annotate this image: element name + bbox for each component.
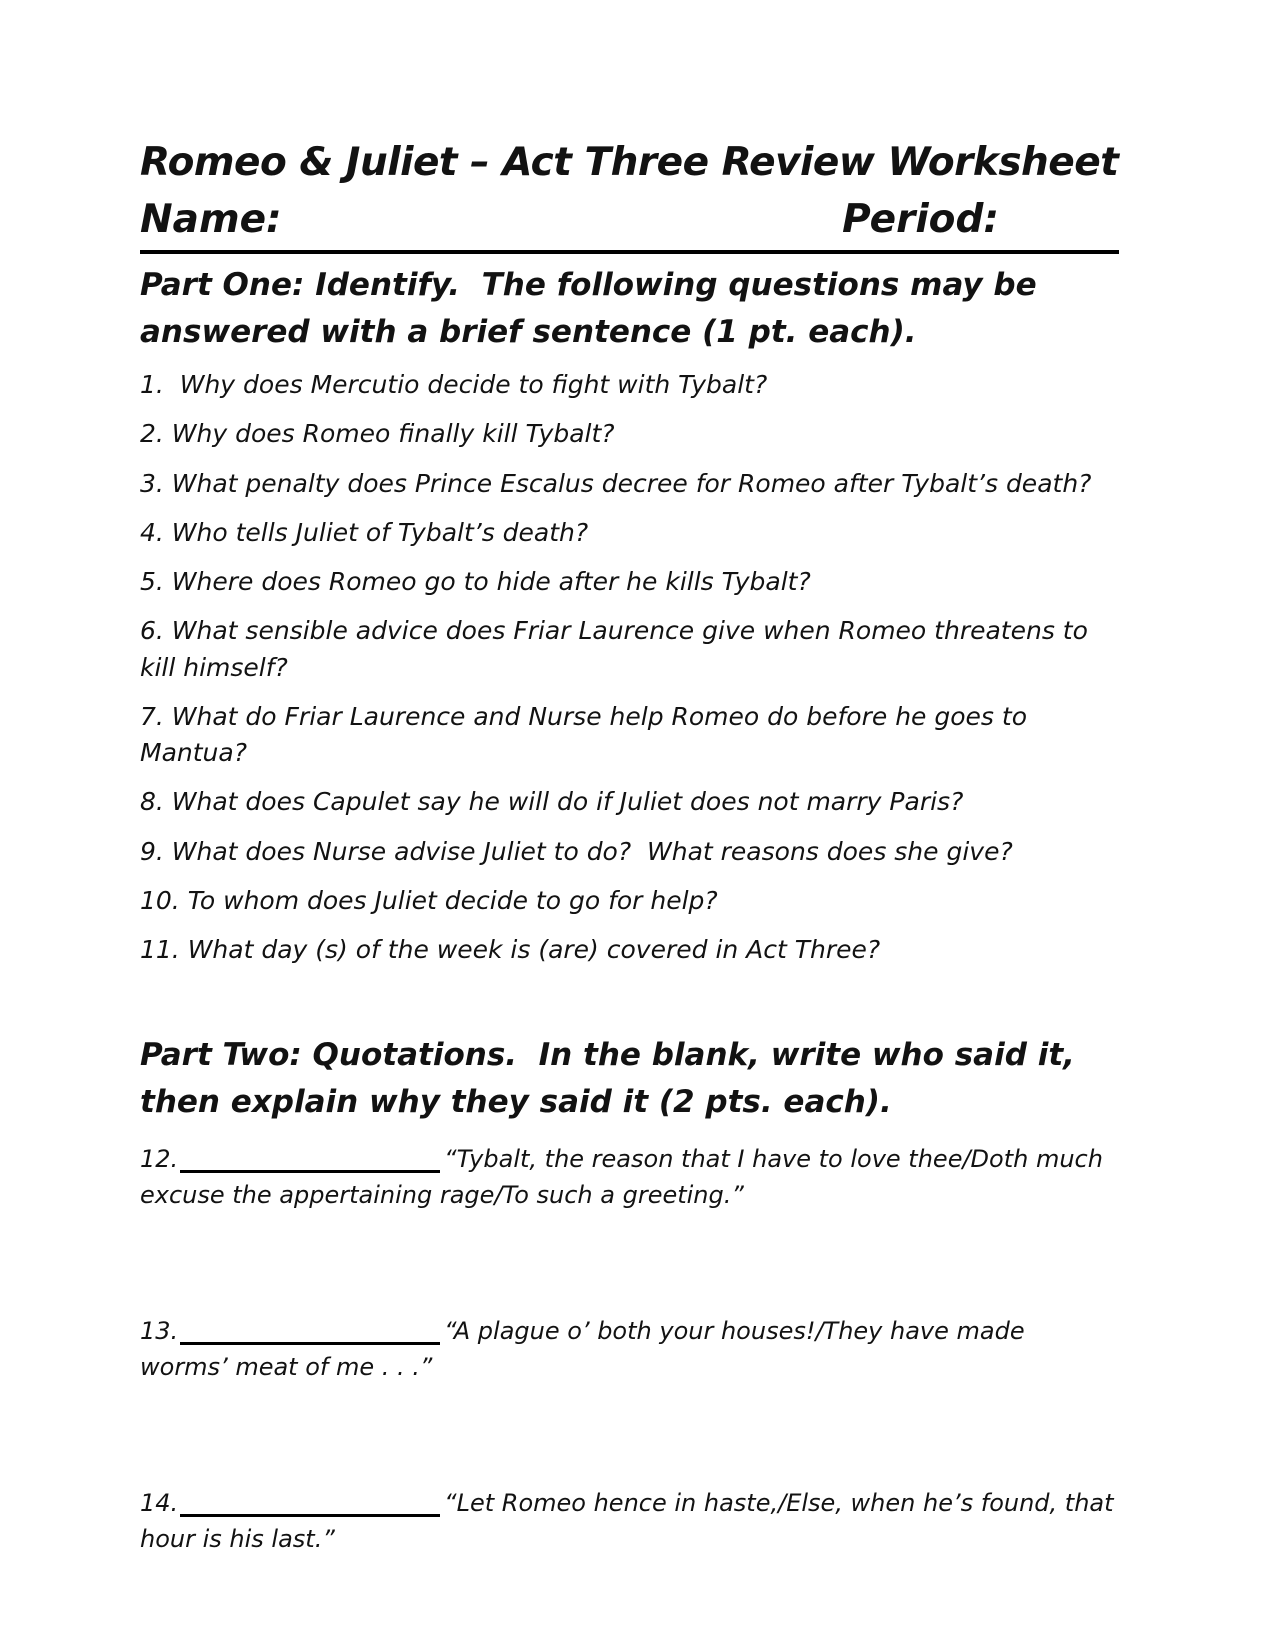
name-label: Name: — [140, 197, 282, 242]
answer-blank-14[interactable] — [180, 1490, 440, 1517]
quote-number: 13. — [140, 1317, 179, 1346]
question-6: 6. What sensible advice does Friar Laurence give when Romeo threatens to kill himself? — [140, 616, 1096, 682]
quote-item-12 — [140, 1141, 1119, 1213]
quote-number: 14. — [140, 1489, 179, 1518]
question-10: 10. To whom does Juliet decide to go for help? — [140, 885, 718, 915]
part-one-heading: Part One: Identify. The following questions may be answered with a brief sentence (1 pt. each). — [140, 267, 1048, 350]
answer-blank-12[interactable] — [180, 1146, 440, 1173]
question-2: 2. Why does Romeo finally kill Tybalt? — [140, 419, 615, 449]
quote-number: 12. — [140, 1145, 179, 1174]
question-4: 4. Who tells Juliet of Tybalt’s death? — [140, 517, 589, 547]
question-9: 9. What does Nurse advise Juliet to do? What reasons does she give? — [140, 836, 1013, 866]
quote-text: “Let Romeo hence in haste,/Else, when he’s found, that hour is his last.” — [140, 1489, 1122, 1554]
quote-text: “Tybalt, the reason that I have to love thee/Doth much excuse the appertaining rage/To such a greeting.” — [140, 1145, 1111, 1210]
answer-blank-13[interactable] — [180, 1318, 440, 1345]
header-rule — [140, 250, 1119, 254]
quote-item-14 — [140, 1485, 1122, 1557]
part-two-heading: Part Two: Quotations. In the blank, write who said it, then explain why they said it (2 pts. each). — [140, 1037, 1086, 1120]
question-8: 8. What does Capulet say he will do if Juliet does not marry Paris? — [140, 787, 964, 817]
name-period-row — [140, 197, 1119, 242]
period-label: Period: — [842, 197, 999, 242]
question-5: 5. Where does Romeo go to hide after he kills Tybalt? — [140, 567, 811, 596]
quote-text: “A plague o’ both your houses!/They have made worms’ meat of me . . .” — [140, 1317, 1033, 1382]
worksheet-title: Romeo & Juliet – Act Three Review Worksheet — [140, 140, 1119, 185]
question-1: 1. Why does Mercutio decide to fight with Tybalt? — [140, 370, 768, 399]
quote-item-13 — [140, 1313, 1119, 1385]
question-3: 3. What penalty does Prince Escalus decree for Romeo after Tybalt’s death? — [140, 468, 1092, 498]
question-11: 11. What day (s) of the week is (are) covered in Act Three? — [140, 935, 881, 964]
question-7: 7. What do Friar Laurence and Nurse help Romeo do before he goes to Mantua? — [140, 701, 1035, 767]
